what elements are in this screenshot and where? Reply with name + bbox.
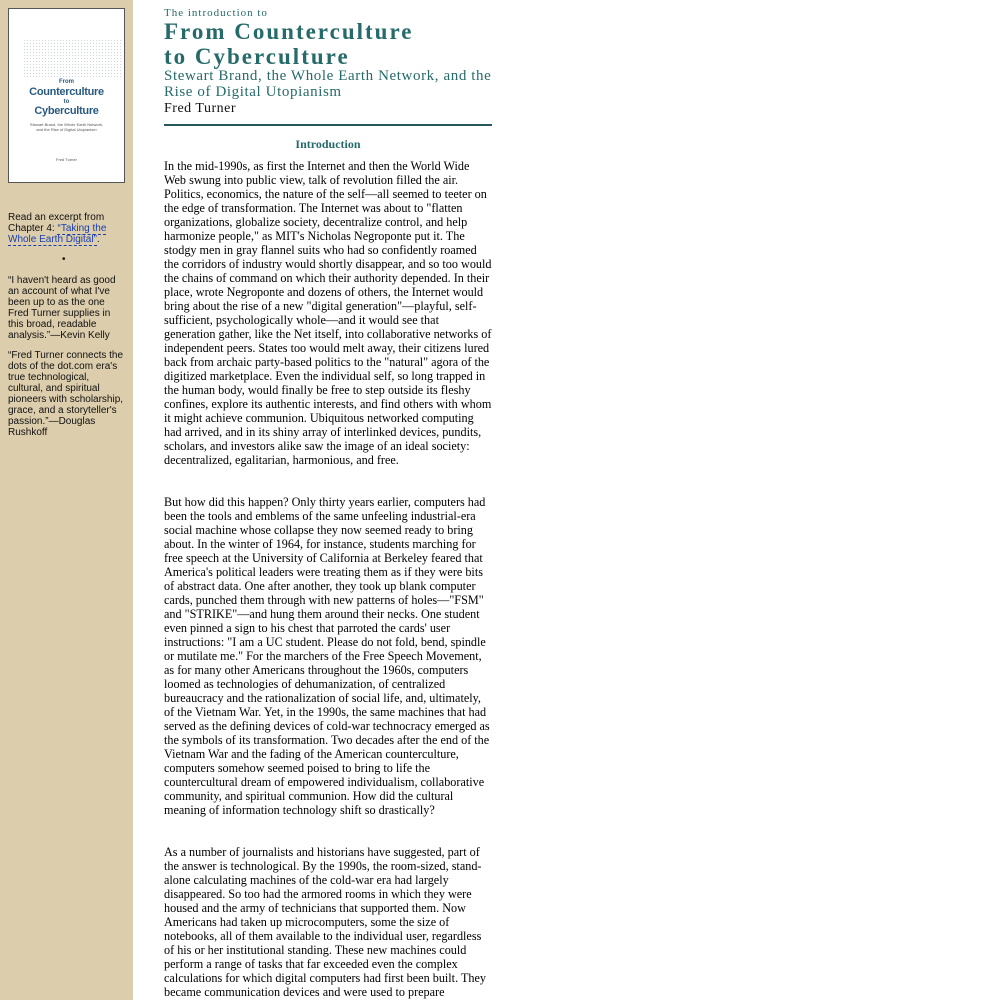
cover-title-from: From (59, 79, 74, 85)
quote-douglas-rushkoff: “Fred Turner connects the dots of the dot.com era's true technological, cultural, and spiritual pioneers with scholarship, grace, and a storyteller's passion.”—Douglas Rushkoff (8, 350, 124, 438)
paragraph-2: But how did this happen? Only thirty years earlier, computers had been the tools and emblems of the same unfeeling industrial-era social machine whose collapse they now seemed ready to bring about. In the winter of 1964, for instance, students marching for free speech at the University of California at Berkeley feared that America's political leaders were treating them as if they were bits of abstract data. One after another, they took up blank computer cards, punched them through with new patterns of holes—"FSM" and "STRIKE"—and hung them around their necks. One student even pinned a sign to his chest that parroted the cards' user instructions: "I am a UC student. Please do not fold, bend, spindle or mutilate me." For the marchers of the Free Speech Movement, as for many other Americans throughout the 1960s, computers loomed as technologies of dehumanization, of centralized bureaucracy and the rationalization of social life, and, ultimately, of the Vietnam War. Yet, in the 1990s, the same machines that had served as the defining devices of cold-war technocracy emerged as the symbols of its transformation. Two decades after the end of the Vietnam War and the fading of the American counterculture, computers somehow seemed poised to bring to life the countercultural dream of empowered individualism, collaborative community, and spiritual communion. How did the cultural meaning of information technology shift so drastically? (164, 495, 490, 817)
cover-title-to: to (63, 99, 70, 105)
excerpt-prefix: Read an excerpt from Chapter 4: (8, 212, 105, 234)
page-title-line2: to Cyberculture (164, 44, 350, 69)
author-name: Fred Turner (164, 101, 237, 116)
paragraph-3: As a number of journalists and historians have suggested, part of the answer is technological. By the 1990s, the room-sized, stand-alone calculating machines of the cold-war era had largely disappeared. So too had the armored rooms in which they were housed and the army of technicians that supported them. Now Americans had taken up microcomputers, some the size of notebooks, all of them available to the individual user, regardless of his or her institutional standing. These new machines could perform a range of tasks that far exceeded even the complex calculations for which digital computers had first been built. They became communication devices and were used to prepare (164, 845, 486, 999)
excerpt-link[interactable]: “Taking the Whole Earth Digital” (8, 223, 107, 245)
excerpt-note (8, 212, 126, 245)
separator-bullet: • (62, 254, 66, 265)
header-divider (164, 124, 492, 126)
cover-author: Fred Turner (56, 157, 77, 162)
cover-subtitle-line2: and the Rise of Digital Utopianism (36, 127, 97, 132)
kicker: The introduction to (164, 7, 268, 19)
excerpt-suffix: . (96, 234, 100, 245)
quote-kevin-kelly: “I haven't heard as good an account of what I've been up to as the one Fred Turner supplies in this broad, readable analysis.”—Kevin Kelly (8, 275, 116, 341)
cover-subtitle-line1: Stewart Brand, the Whole Earth Network, (29, 122, 104, 127)
section-heading: Introduction (295, 137, 361, 151)
cover-texture (23, 39, 123, 79)
cover-title-counterculture: Counterculture (29, 86, 104, 98)
cover-title-cyberculture: Cyberculture (34, 105, 99, 117)
page-title-line1: From Counterculture (164, 19, 414, 44)
book-cover-image[interactable] (8, 8, 125, 183)
paragraph-1: In the mid-1990s, as first the Internet and then the World Wide Web swung into public view, talk of revolution filled the air. Politics, economics, the nature of the self—all seemed to teeter on the edge of transformation. The Internet was about to "flatten organizations, globalize society, decentralize control, and help harmonize people," as MIT's Nicholas Negroponte put it. The stodgy men in gray flannel suits who had so confidently roamed the corridors of industry would shortly disappear, and so too would the chains of command on which their authority depended. In their place, wrote Negroponte and dozens of others, the Internet would bring about the rise of a new "digital generation"—playful, self-sufficient, psychologically whole—and it would see that generation gather, like the Net itself, into collaborative networks of independent peers. States too would melt away, their citizens lured back from archaic party-based politics to the "natural" agora of the digitized marketplace. Even the individual self, so long trapped in the human body, would finally be free to step outside its fleshy confines, explore its authentic interests, and find others with whom it might achieve communion. Ubiquitous networked computing had arrived, and in its shiny array of interlinked devices, pundits, scholars, and investors alike saw the image of an ideal society: decentralized, egalitarian, harmonious, and free. (164, 159, 492, 467)
sidebar (0, 0, 133, 1000)
page-subtitle: Stewart Brand, the Whole Earth Network, and the Rise of Digital Utopianism (164, 68, 492, 100)
